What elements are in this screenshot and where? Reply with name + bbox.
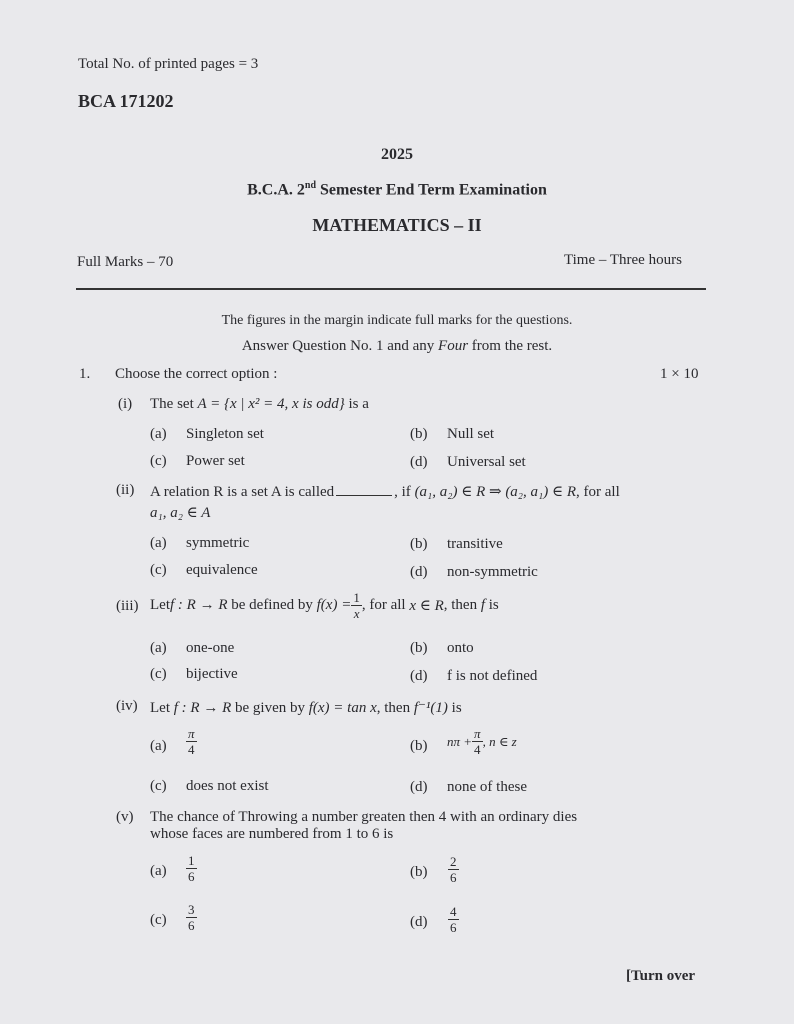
exam-year: 2025 <box>381 146 413 163</box>
option-label: (b) <box>410 864 428 880</box>
option-fraction: $\frac{2}{6}$ <box>450 854 457 885</box>
option-fraction: $\frac{3}{6}$ <box>188 902 195 933</box>
option-label: (b) <box>410 640 428 656</box>
option-text: f is not defined <box>447 668 538 684</box>
option-text: symmetric <box>186 535 250 551</box>
sub-question-text: Let f : R → R be given by f(x) = tan x, then f⁻¹(1) is <box>150 700 462 716</box>
option-label: (d) <box>410 454 428 470</box>
option-text: Universal set <box>447 454 526 470</box>
option-text: transitive <box>447 536 503 552</box>
exam-title: B.C.A. 2nd Semester End Term Examination <box>247 180 547 199</box>
option-text: non-symmetric <box>447 564 538 580</box>
option-label: (b) <box>410 738 428 754</box>
option-text: onto <box>447 640 474 656</box>
option-label: (a) <box>150 535 167 551</box>
full-marks: Full Marks – 70 <box>77 254 174 270</box>
option-label: (c) <box>150 666 167 682</box>
sub-question-label: (i) <box>118 396 133 412</box>
option-label: (d) <box>410 779 428 795</box>
option-fraction: $\frac{\pi}{4}$ <box>188 726 195 757</box>
sub-question-text: The set A = {x | x² = 4, x is odd} is a <box>150 396 369 412</box>
course-code: BCA 171202 <box>78 91 174 111</box>
option-fraction: $\frac{4}{6}$ <box>450 904 457 935</box>
question-prompt: Choose the correct option : <box>115 366 278 382</box>
option-label: (d) <box>410 914 428 930</box>
option-label: (d) <box>410 668 428 684</box>
option-fraction: $\frac{1}{6}$ <box>188 853 195 884</box>
option-text: equivalence <box>186 562 258 578</box>
sub-question-text-line2: whose faces are numbered from 1 to 6 is <box>150 826 394 842</box>
question-number: 1. <box>79 366 91 382</box>
sub-question-text: The chance of Throwing a number greaten then 4 with an ordinary dies <box>150 809 578 825</box>
option-label: (d) <box>410 564 428 580</box>
header-divider <box>76 288 706 290</box>
option-label: (b) <box>410 536 428 552</box>
option-text: none of these <box>447 779 527 795</box>
option-label: (c) <box>150 912 167 928</box>
option-label: (c) <box>150 778 167 794</box>
time-allowed: Time – Three hours <box>564 252 682 268</box>
option-label: (a) <box>150 426 167 442</box>
sub-question-label: (iv) <box>116 698 138 714</box>
option-label: (b) <box>410 426 428 442</box>
option-expression: nπ + $\frac{\pi}{4}$ , n ∈ z <box>447 726 517 757</box>
option-text: Power set <box>186 453 245 469</box>
fraction: $\frac{1}{x}$ <box>353 590 360 621</box>
sub-question-text: Let f : R → R be defined by f(x) = $\frac{1}{x}$ , for all x ∈ R , then f is <box>150 590 499 621</box>
option-text: Singleton set <box>186 426 264 442</box>
turn-over-note: [Turn over <box>626 968 696 984</box>
option-text: Null set <box>447 426 495 442</box>
option-label: (a) <box>150 738 167 754</box>
printed-pages: Total No. of printed pages = 3 <box>78 56 259 72</box>
sub-question-text: A relation R is a set A is called , if (a₁, a₂) ∈ R ⇒ (a₂, a₁) ∈ R, for all <box>150 484 620 500</box>
option-label: (a) <box>150 640 167 656</box>
question-marks: 1 × 10 <box>660 366 699 382</box>
answer-blank <box>336 495 392 496</box>
option-text: does not exist <box>186 778 269 794</box>
option-text: bijective <box>186 666 238 682</box>
option-label: (c) <box>150 453 167 469</box>
option-text: one-one <box>186 640 235 656</box>
subject-title: MATHEMATICS – II <box>312 215 482 235</box>
sub-question-label: (v) <box>116 809 134 825</box>
instruction-marks: The figures in the margin indicate full marks for the questions. <box>221 313 573 328</box>
option-label: (a) <box>150 863 167 879</box>
sub-question-text-line2: a₁, a₂ ∈ A <box>150 505 211 521</box>
sub-question-label: (ii) <box>116 482 135 498</box>
sub-question-label: (iii) <box>116 598 139 614</box>
option-label: (c) <box>150 562 167 578</box>
instruction-answer: Answer Question No. 1 and any Four from the rest. <box>241 338 553 354</box>
